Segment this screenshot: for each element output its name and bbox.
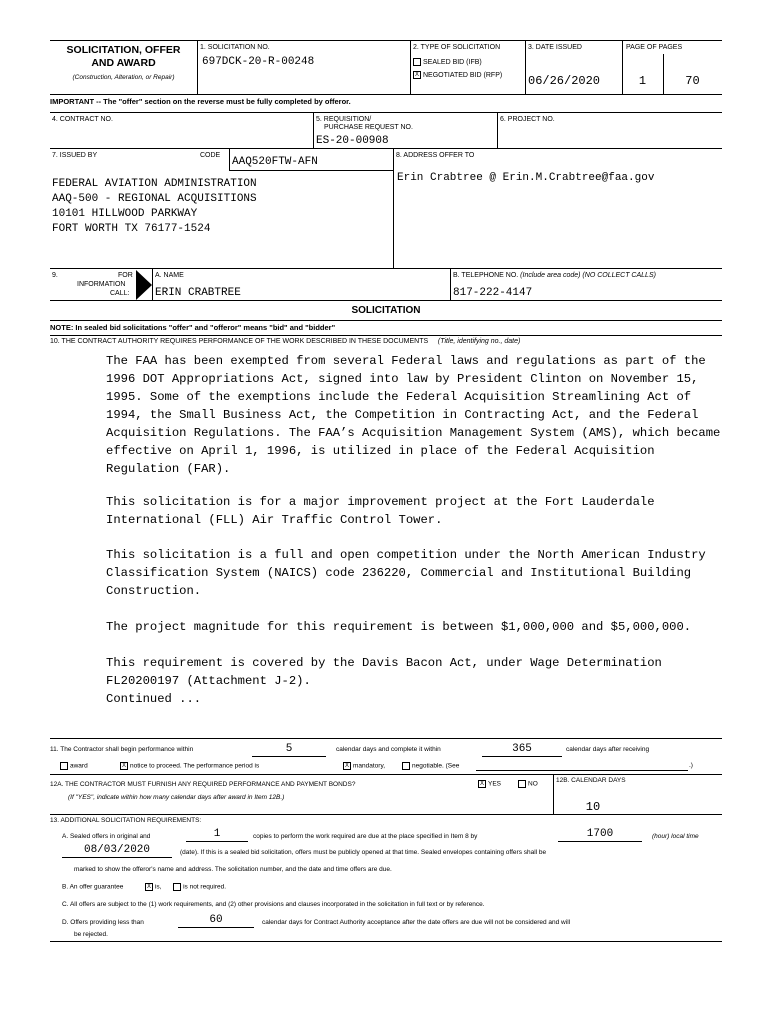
award-option bbox=[60, 762, 88, 771]
bonds-no-label: NO bbox=[528, 780, 538, 788]
b13a-text6: marked to show the offeror's name and address. The solicitation number, and the date and time offers are due. bbox=[74, 866, 392, 873]
telephone-label-main: B. TELEPHONE NO. bbox=[453, 272, 521, 279]
b13a-text4-line bbox=[180, 849, 546, 857]
b4-label: 4. CONTRACT NO. bbox=[52, 116, 113, 123]
bonds-yes-option bbox=[478, 780, 501, 789]
b13a-text2: copies to perform the work required are due at the place specified in Item 8 by bbox=[253, 833, 478, 840]
notice-label: notice to proceed. The performance period is bbox=[130, 762, 260, 770]
arrow-right-icon bbox=[136, 270, 152, 300]
address-line: FEDERAL AVIATION ADMINISTRATION bbox=[52, 178, 257, 190]
offer-address: Erin Crabtree @ Erin.M.Crabtree@faa.gov bbox=[397, 172, 655, 184]
date-issued: 06/26/2020 bbox=[528, 74, 601, 88]
guarantee-is-label: is, bbox=[154, 883, 162, 891]
note-text: NOTE: In sealed bid solicitations "offer" and "offeror" means "bid" and "bidder" bbox=[50, 323, 336, 332]
contact-name: ERIN CRABTREE bbox=[155, 287, 241, 299]
award-checkbox[interactable] bbox=[60, 762, 68, 770]
b13a-text3: (hour) local time bbox=[652, 833, 699, 840]
b10-paragraph: The FAA has been exempted from several Federal laws and regulations as part of the 1996 DOT Appropriations Act, signed into law by President Clinton on November 15, 1995. Some of the exemptions include the Federal Acquisition Streamlining Act of 1994, the Small Business Act, the Competition in Contracting Act, and the Federal Acquisition Regulations. The FAA’s Acquisition Management System (AMS), which became effective on April 1, 1996, is utilized in place of the Federal Acquisition Regulation (FAR). bbox=[106, 354, 721, 476]
copies-field: 1 bbox=[186, 828, 248, 842]
b13b-line bbox=[62, 883, 226, 892]
b3-label: 3. DATE ISSUED bbox=[528, 44, 582, 51]
solicitation-heading: SOLICITATION bbox=[351, 305, 421, 316]
contact-telephone: 817-222-4147 bbox=[453, 287, 533, 299]
total-pages: 70 bbox=[685, 74, 700, 88]
b10-label-note: (Title, identifying no., date) bbox=[437, 338, 521, 345]
requisition-number: ES-20-00908 bbox=[316, 135, 389, 147]
negotiated-bid-checkbox[interactable]: X bbox=[414, 72, 419, 78]
telephone-label-note: (Include area code) (NO COLLECT CALLS) bbox=[520, 272, 656, 279]
b2-label: 2. TYPE OF SOLICITATION bbox=[413, 44, 501, 51]
address-line: FORT WORTH TX 76177-1524 bbox=[52, 223, 211, 235]
negotiated-bid-label: NEGOTIATED BID (RFP) bbox=[423, 71, 503, 79]
b11-text-c: calendar days after receiving bbox=[566, 746, 650, 753]
b5-label-1: 5. REQUISITION/ bbox=[316, 116, 372, 123]
form-title-line1: SOLICITATION, OFFER bbox=[66, 44, 181, 56]
important-notice: IMPORTANT -- The "offer" section on the reverse must be fully completed by offeror. bbox=[50, 97, 351, 106]
award-label: award bbox=[70, 762, 88, 770]
b9-information: INFORMATION bbox=[77, 281, 126, 288]
b13a-date-suffix: (date). bbox=[180, 849, 199, 856]
b13d-text1: D. Offers providing less than bbox=[62, 919, 144, 926]
b13b-text: B. An offer guarantee bbox=[62, 883, 124, 891]
solicitation-number: 697DCK-20-R-00248 bbox=[202, 56, 315, 68]
b10-paragraph: This solicitation is a full and open competition under the North American Industry Classification System (NAICS) code 236220, Commercial and Institutional Building Construction. bbox=[106, 548, 706, 598]
mandatory-label: mandatory, bbox=[353, 762, 386, 770]
see-blank bbox=[476, 770, 688, 771]
issuer-address bbox=[52, 177, 257, 237]
b13d-text2: calendar days for Contract Authority acceptance after the date offers are due will not be considered and will bbox=[262, 919, 571, 926]
b9-for: FOR bbox=[118, 272, 133, 279]
b10-paragraph: This solicitation is for a major improvement project at the Fort Lauderdale International (FLL) Air Traffic Control Tower. bbox=[106, 495, 655, 527]
mandatory-checkbox[interactable]: X bbox=[344, 763, 349, 769]
calendar-days-value: 10 bbox=[585, 800, 601, 814]
complete-days-field: 365 bbox=[482, 743, 562, 757]
due-time-field: 1700 bbox=[558, 828, 642, 842]
page-label: PAGE OF PAGES bbox=[626, 44, 683, 51]
b8-label: 8. ADDRESS OFFER TO bbox=[396, 152, 475, 159]
bonds-yes-label: YES bbox=[488, 780, 502, 788]
sealed-bid-label: SEALED BID (IFB) bbox=[423, 58, 482, 66]
negotiable-option bbox=[402, 762, 459, 771]
b12a-sub: (If "YES", indicate within how many calendar days after award in Item 12B.) bbox=[68, 794, 285, 801]
b11-text-b: calendar days and complete it within bbox=[336, 746, 441, 753]
due-date-field: 08/03/2020 bbox=[62, 844, 172, 858]
bonds-yes-checkbox[interactable]: X bbox=[479, 781, 484, 787]
negotiable-checkbox[interactable] bbox=[402, 762, 410, 770]
b13-label: 13. ADDITIONAL SOLICITATION REQUIREMENTS: bbox=[50, 817, 202, 824]
b6-label: 6. PROJECT NO. bbox=[500, 116, 555, 123]
b2-sealed-option bbox=[413, 58, 482, 67]
notice-option bbox=[120, 762, 259, 771]
telephone-label bbox=[453, 272, 656, 280]
b11-close: .) bbox=[689, 762, 693, 769]
form-title bbox=[50, 44, 197, 70]
form-title-line2: AND AWARD bbox=[91, 57, 156, 69]
b5-label-2: PURCHASE REQUEST NO. bbox=[324, 124, 413, 131]
b13a-text1: A. Sealed offers in original and bbox=[62, 833, 151, 840]
address-line: AAQ-500 - REGIONAL ACQUISITIONS bbox=[52, 193, 257, 205]
b1-label: 1. SOLICITATION NO. bbox=[200, 44, 270, 51]
b13a-text5: If this is a sealed bid solicitation, offers must be publicly opened at that time. Sealed envelopes containing offers shall be bbox=[198, 849, 547, 856]
b10-paragraph: This requirement is covered by the Davis Bacon Act, under Wage Determination FL20200197 (Attachment J-2). Continued ... bbox=[106, 656, 662, 706]
b11-text-a: 11. The Contractor shall begin performance within bbox=[50, 746, 194, 753]
sealed-bid-checkbox[interactable] bbox=[413, 58, 421, 66]
b12a-label: 12A. THE CONTRACTOR MUST FURNISH ANY REQUIRED PERFORMANCE AND PAYMENT BONDS? bbox=[50, 781, 356, 788]
b12b-label: 12B. CALENDAR DAYS bbox=[556, 777, 626, 784]
b10-paragraph: The project magnitude for this requirement is between $1,000,000 and $5,000,000. bbox=[106, 620, 692, 634]
notice-checkbox[interactable]: X bbox=[121, 763, 126, 769]
b2-negotiated-option bbox=[413, 71, 502, 80]
page-number: 1 bbox=[638, 74, 647, 88]
mandatory-option bbox=[343, 762, 385, 771]
b10-label-main: 10. THE CONTRACT AUTHORITY REQUIRES PERFORMANCE OF THE WORK DESCRIBED IN THESE DOCUMENTS bbox=[50, 338, 429, 345]
b7-label: 7. ISSUED BY bbox=[52, 152, 98, 159]
code-label: CODE bbox=[200, 152, 221, 159]
begin-days-field: 5 bbox=[252, 743, 326, 757]
b10-label bbox=[50, 338, 520, 346]
negotiable-label: negotiable. (See bbox=[412, 762, 460, 770]
issuer-code: AAQ520FTW-AFN bbox=[232, 156, 318, 168]
guarantee-is-checkbox[interactable]: X bbox=[146, 884, 151, 890]
name-label: A. NAME bbox=[155, 272, 184, 279]
form-title-sub: (Construction, Alteration, or Repair) bbox=[72, 74, 175, 81]
bonds-no-option bbox=[518, 780, 538, 789]
b9-call: CALL: bbox=[110, 290, 130, 297]
b9-number: 9. bbox=[52, 272, 58, 279]
bonds-no-checkbox[interactable] bbox=[518, 780, 526, 788]
guarantee-isnot-label: is not required. bbox=[183, 883, 227, 891]
guarantee-isnot-checkbox[interactable] bbox=[173, 883, 181, 891]
b13c-text: C. All offers are subject to the (1) work requirements, and (2) other provisions and clauses incorporated in the solicitation in full text or by reference. bbox=[62, 901, 485, 908]
b13d-text3: be rejected. bbox=[74, 931, 108, 938]
acceptance-days-field: 60 bbox=[178, 914, 254, 928]
address-line: 10101 HILLWOOD PARKWAY bbox=[52, 208, 198, 220]
